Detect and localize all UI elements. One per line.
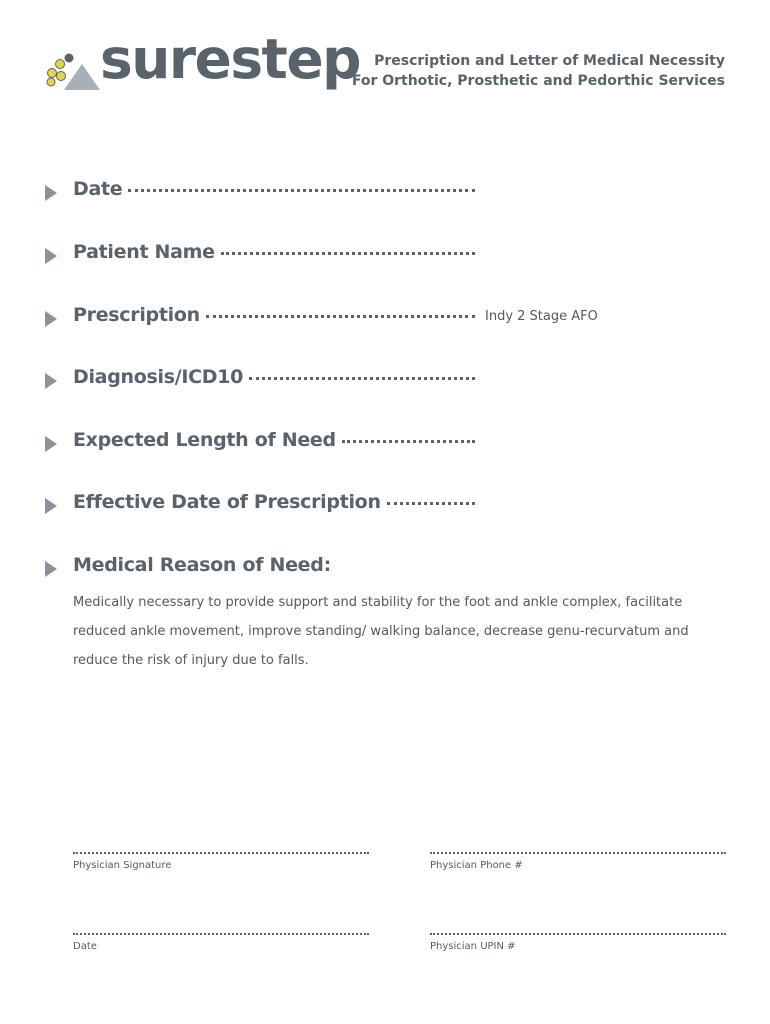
signature-line (73, 852, 369, 854)
field-medical-reason (45, 554, 485, 584)
physician-phone-field[interactable] (430, 852, 726, 882)
field-label-date: Date (73, 178, 123, 200)
bullet-arrow-icon (45, 248, 57, 264)
field-effective-date (45, 491, 485, 521)
field-expected-length (45, 429, 485, 459)
field-patient-name (45, 241, 485, 271)
bullet-arrow-icon (45, 436, 57, 452)
bullet-arrow-icon (45, 373, 57, 389)
prescription-fill-line[interactable] (206, 314, 475, 318)
bullet-arrow-icon (45, 311, 57, 327)
signature-line (430, 933, 726, 935)
signature-line (430, 852, 726, 854)
field-label-patient-name: Patient Name (73, 241, 215, 263)
field-label-prescription: Prescription (73, 304, 200, 326)
expected-length-fill-line[interactable] (342, 439, 475, 443)
bullet-arrow-icon (45, 561, 57, 577)
signature-date-label: Date (73, 941, 97, 952)
field-label-expected-length: Expected Length of Need (73, 429, 336, 451)
physician-upin-label: Physician UPIN # (430, 941, 516, 952)
field-label-medical-reason: Medical Reason of Need: (73, 554, 331, 576)
document-title (352, 51, 725, 91)
physician-signature-field[interactable] (73, 852, 369, 882)
patient-name-fill-line[interactable] (221, 251, 475, 255)
document-title-line-1: Prescription and Letter of Medical Necessity (374, 53, 725, 69)
signature-line (73, 933, 369, 935)
surestep-logo (42, 27, 362, 108)
physician-signature-label: Physician Signature (73, 860, 172, 871)
field-date (45, 178, 485, 208)
surestep-logo-mark-icon (42, 52, 100, 90)
brand-name: surestep (100, 27, 361, 91)
bullet-arrow-icon (45, 498, 57, 514)
field-diagnosis (45, 366, 485, 396)
signature-date-field[interactable] (73, 933, 369, 963)
medical-reason-text[interactable]: Medically necessary to provide support and stability for the foot and ankle complex, facilitate reduced ankle movement, improve standing/ walking balance, decrease genu-recurvatum and reduce the risk of injury due to falls. (73, 595, 689, 668)
field-label-effective-date: Effective Date of Prescription (73, 491, 381, 513)
effective-date-fill-line[interactable] (387, 501, 475, 505)
diagnosis-fill-line[interactable] (249, 376, 475, 380)
field-prescription (45, 304, 485, 334)
bullet-arrow-icon (45, 185, 57, 201)
field-label-diagnosis: Diagnosis/ICD10 (73, 366, 244, 388)
physician-phone-label: Physician Phone # (430, 860, 523, 871)
physician-upin-field[interactable] (430, 933, 726, 963)
document-title-line-2: For Orthotic, Prosthetic and Pedorthic Services (351, 73, 725, 89)
date-fill-line[interactable] (128, 188, 475, 192)
prescription-value[interactable]: Indy 2 Stage AFO (485, 309, 598, 324)
